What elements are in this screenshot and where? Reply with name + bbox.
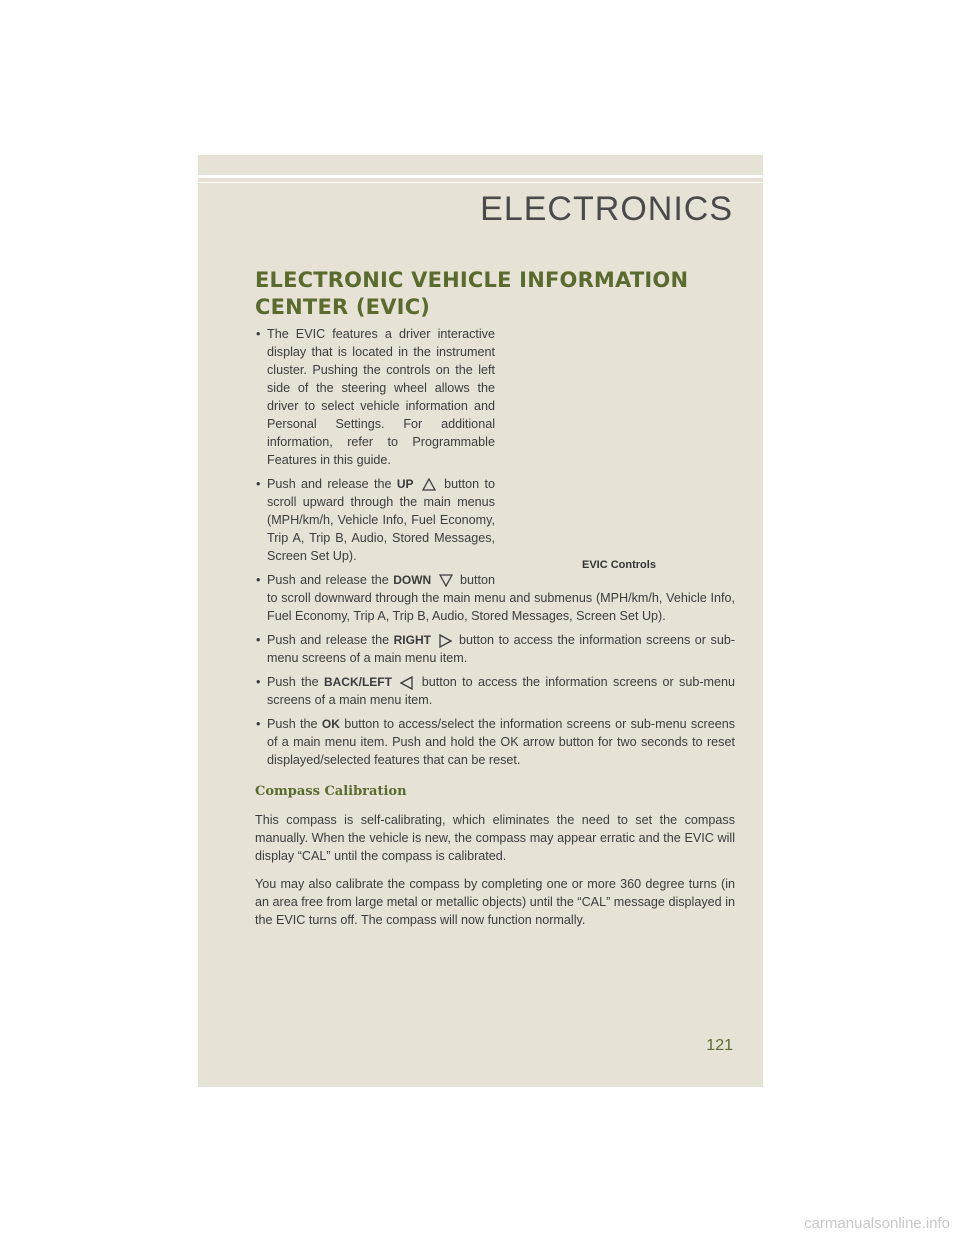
watermark: carmanualsonline.info xyxy=(804,1215,950,1232)
bullet-ok: • Push the OK button to access/select the information screens or sub-menu screens of a main menu item. Push and hold the OK arrow button for two seconds to reset displayed/selected features that can be reset. xyxy=(255,715,735,769)
manual-page xyxy=(198,155,763,1087)
header-rule xyxy=(198,175,763,178)
down-button-label: DOWN xyxy=(393,573,432,587)
bullet-up: • Push and release the UP button to scroll upward through the main menus (MPH/km/h, Vehicle Info, Fuel Economy, Trip A, Trip B, Audio, Stored Messages, Screen Set Up). xyxy=(255,475,735,565)
compass-paragraph-2: You may also calibrate the compass by completing one or more 360 degree turns (in an area free from large metal or metallic objects) until the “CAL” message displayed in the EVIC turns off. The compass will now function normally. xyxy=(255,877,735,927)
up-button-label: UP xyxy=(396,477,414,491)
down-arrow-icon xyxy=(439,574,453,587)
back-left-button-label: BACK/LEFT xyxy=(323,675,392,689)
figure-caption: EVIC Controls xyxy=(582,559,656,571)
compass-calibration-heading: Compass Calibration xyxy=(255,784,407,799)
bullet-intro: • The EVIC features a driver interactive display that is located in the instrument cluster. Pushing the controls on the left side of the steering wheel allows the driver to select vehicle information and Personal Settings. For additional information, refer to Programmable Features in this guide. xyxy=(255,325,735,469)
compass-paragraph-1: This compass is self-calibrating, which eliminates the need to set the compass manually. When the vehicle is new, the compass may appear erratic and the EVIC will display “CAL” until the compass is calibrated. xyxy=(255,813,735,863)
right-button-label: RIGHT xyxy=(393,633,431,647)
ok-button-label: OK xyxy=(321,717,340,731)
up-arrow-icon xyxy=(422,478,436,491)
bullet-down: • Push and release the DOWN button to scroll downward through the main menu and submenus (MPH/km/h, Vehicle Info, Fuel Economy, Trip A, Trip B, Audio, Stored Messages, Screen Set Up). xyxy=(255,571,735,625)
section-header: ELECTRONICS xyxy=(480,190,733,228)
right-arrow-icon xyxy=(439,634,452,648)
page-number: 121 xyxy=(706,1037,733,1054)
page-title: ELECTRONIC VEHICLE INFORMATION CENTER (EVIC) xyxy=(255,268,689,319)
left-arrow-icon xyxy=(400,676,413,690)
bullet-right: • Push and release the RIGHT button to access the information screens or sub-menu screens of a main menu item. xyxy=(255,631,735,667)
bullet-back-left: • Push the BACK/LEFT button to access the information screens or sub-menu screens of a main menu item. xyxy=(255,673,735,709)
body-content xyxy=(255,325,735,939)
header-rule-thin xyxy=(198,182,763,183)
